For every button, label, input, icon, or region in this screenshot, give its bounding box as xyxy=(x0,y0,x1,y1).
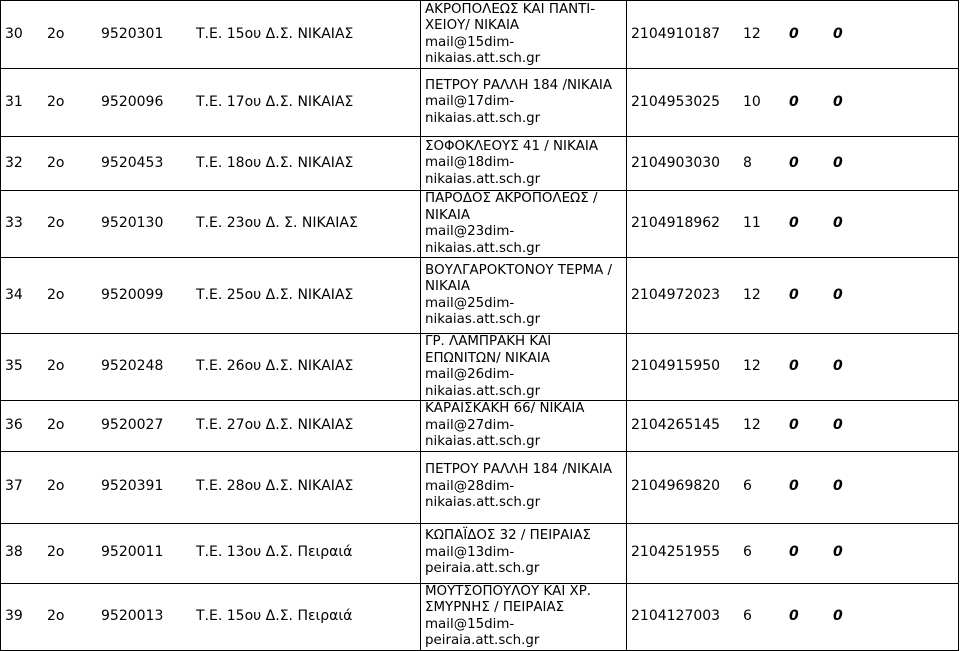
count-2: 0 xyxy=(789,93,799,110)
contact-cell xyxy=(627,258,959,334)
school-name: Τ.Ε. 13ου Δ.Σ. Πειραιά xyxy=(196,544,353,561)
count-3: 0 xyxy=(833,358,843,375)
school-code: 9520011 xyxy=(101,544,164,561)
contact-cell xyxy=(627,69,959,137)
address-line: nikaias.att.sch.gr xyxy=(425,495,541,511)
address-cell xyxy=(421,451,627,523)
address-line: peiraia.att.sch.gr xyxy=(425,633,540,648)
address-line: mail@26dim- xyxy=(425,367,515,382)
count-1: 8 xyxy=(743,154,752,171)
table-row xyxy=(1,401,959,452)
row-number: 33 xyxy=(5,215,23,232)
contact-cell xyxy=(627,401,959,452)
table-row xyxy=(1,137,959,191)
address-cell xyxy=(421,1,627,69)
school-code: 9520096 xyxy=(101,93,164,110)
school-name: Τ.Ε. 15ου Δ.Σ. ΝΙΚΑΙΑΣ xyxy=(196,25,354,42)
phone-number: 2104910187 xyxy=(631,25,721,42)
school-cell xyxy=(1,451,421,523)
count-3: 0 xyxy=(833,286,843,303)
phone-number: 2104972023 xyxy=(631,286,721,303)
education-level: 2ο xyxy=(47,25,65,42)
phone-number: 2104265145 xyxy=(631,417,721,433)
count-2: 0 xyxy=(789,215,799,232)
school-code: 9520301 xyxy=(101,25,164,42)
phone-number: 2104127003 xyxy=(631,607,721,624)
count-2: 0 xyxy=(789,154,799,171)
count-1: 10 xyxy=(743,93,761,110)
address-line: ΓΡ. ΛΑΜΠΡΑΚΗ ΚΑΙ xyxy=(425,334,552,349)
address-line: mail@23dim- xyxy=(425,224,515,239)
school-name: Τ.Ε. 15ου Δ.Σ. Πειραιά xyxy=(196,607,353,624)
count-3: 0 xyxy=(833,607,843,624)
address-line: nikaias.att.sch.gr xyxy=(425,383,541,399)
address-line: ΠΕΤΡΟΥ ΡΑΛΛΗ 184 /ΝΙΚΑΙΑ xyxy=(425,77,612,93)
table-row xyxy=(1,334,959,401)
school-cell xyxy=(1,258,421,334)
address-line: mail@13dim- xyxy=(425,544,515,560)
count-2: 0 xyxy=(789,544,799,561)
address-line: mail@15dim- xyxy=(425,616,515,632)
count-1: 11 xyxy=(743,215,761,232)
contact-cell xyxy=(627,191,959,258)
address-line: nikaias.att.sch.gr xyxy=(425,434,541,449)
count-2: 0 xyxy=(789,478,799,495)
phone-number: 2104953025 xyxy=(631,93,721,110)
phone-number: 2104918962 xyxy=(631,215,721,232)
address-line: ΚΑΡΑΪΣΚΑΚΗ 66/ ΝΙΚΑΙΑ xyxy=(425,401,585,416)
education-level: 2ο xyxy=(47,93,65,110)
school-name: Τ.Ε. 25ου Δ.Σ. ΝΙΚΑΙΑΣ xyxy=(196,286,354,303)
table-row xyxy=(1,258,959,334)
address-cell xyxy=(421,191,627,258)
count-2: 0 xyxy=(789,417,799,433)
phone-number: 2104251955 xyxy=(631,544,721,561)
address-line: ΝΙΚΑΙΑ xyxy=(425,279,471,294)
education-level: 2ο xyxy=(47,358,65,375)
address-line: ΝΙΚΑΙΑ xyxy=(425,207,471,223)
address-cell xyxy=(421,401,627,452)
school-code: 9520013 xyxy=(101,607,164,624)
address-line: ΒΟΥΛΓΑΡΟΚΤΟΝΟΥ ΤΕΡΜΑ / xyxy=(425,262,612,278)
school-name: Τ.Ε. 18ου Δ.Σ. ΝΙΚΑΙΑΣ xyxy=(196,154,354,171)
address-cell xyxy=(421,69,627,137)
school-name: Τ.Ε. 23ου Δ. Σ. ΝΙΚΑΙΑΣ xyxy=(196,215,358,232)
table-row xyxy=(1,191,959,258)
education-level: 2ο xyxy=(47,544,65,561)
school-name: Τ.Ε. 26ου Δ.Σ. ΝΙΚΑΙΑΣ xyxy=(196,358,354,375)
school-code: 9520027 xyxy=(101,417,164,433)
phone-number: 2104915950 xyxy=(631,358,721,375)
school-cell xyxy=(1,69,421,137)
school-cell xyxy=(1,401,421,452)
count-3: 0 xyxy=(833,215,843,232)
phone-number: 2104969820 xyxy=(631,478,721,495)
contact-cell xyxy=(627,137,959,191)
count-1: 6 xyxy=(743,544,752,561)
count-2: 0 xyxy=(789,607,799,624)
count-2: 0 xyxy=(789,358,799,375)
address-cell xyxy=(421,334,627,401)
address-line: nikaias.att.sch.gr xyxy=(425,240,541,256)
count-3: 0 xyxy=(833,544,843,561)
school-name: Τ.Ε. 27ου Δ.Σ. ΝΙΚΑΙΑΣ xyxy=(196,417,354,433)
address-line: nikaias.att.sch.gr xyxy=(425,312,541,327)
school-code: 9520248 xyxy=(101,358,164,375)
school-name: Τ.Ε. 28ου Δ.Σ. ΝΙΚΑΙΑΣ xyxy=(196,478,354,495)
address-line: nikaias.att.sch.gr xyxy=(425,110,541,126)
contact-cell xyxy=(627,451,959,523)
address-line: ΠΕΤΡΟΥ ΡΑΛΛΗ 184 /ΝΙΚΑΙΑ xyxy=(425,462,612,478)
count-1: 12 xyxy=(743,286,761,303)
address-line: ΧΕΙΟΥ/ ΝΙΚΑΙΑ xyxy=(425,18,520,33)
education-level: 2ο xyxy=(47,286,65,303)
contact-cell xyxy=(627,523,959,583)
count-3: 0 xyxy=(833,25,843,42)
school-cell xyxy=(1,523,421,583)
table-body xyxy=(1,1,959,651)
count-3: 0 xyxy=(833,478,843,495)
address-cell xyxy=(421,523,627,583)
row-number: 36 xyxy=(5,417,23,433)
table-row xyxy=(1,1,959,69)
row-number: 37 xyxy=(5,478,23,495)
count-3: 0 xyxy=(833,154,843,171)
address-line: mail@25dim- xyxy=(425,295,515,311)
school-code: 9520391 xyxy=(101,478,164,495)
address-line: ΚΩΠΑΪΔΟΣ 32 / ΠΕΙΡΑΙΑΣ xyxy=(425,528,591,544)
row-number: 39 xyxy=(5,607,23,624)
count-2: 0 xyxy=(789,286,799,303)
school-code: 9520453 xyxy=(101,154,164,171)
address-line: ΑΚΡΟΠΟΛΕΩΣ ΚΑΙ ΠΑΝΤΙ- xyxy=(425,1,596,17)
address-line: ΠΑΡΟΔΟΣ ΑΚΡΟΠΟΛΕΩΣ / xyxy=(425,191,598,206)
address-cell xyxy=(421,258,627,334)
count-3: 0 xyxy=(833,417,843,433)
count-1: 6 xyxy=(743,478,752,495)
address-line: mail@15dim- xyxy=(425,34,515,50)
address-line: mail@27dim- xyxy=(425,417,515,433)
count-1: 12 xyxy=(743,358,761,375)
address-line: ΕΠΩΝΙΤΩΝ/ ΝΙΚΑΙΑ xyxy=(425,350,550,366)
school-name: Τ.Ε. 17ου Δ.Σ. ΝΙΚΑΙΑΣ xyxy=(196,93,354,110)
row-number: 32 xyxy=(5,154,23,171)
address-line: mail@18dim- xyxy=(425,155,515,171)
address-line: mail@28dim- xyxy=(425,478,515,494)
school-cell xyxy=(1,1,421,69)
address-line: mail@17dim- xyxy=(425,94,515,110)
school-cell xyxy=(1,191,421,258)
education-level: 2ο xyxy=(47,607,65,624)
address-line: ΣΜΥΡΝΗΣ / ΠΕΙΡΑΙΑΣ xyxy=(425,600,565,615)
school-code: 9520099 xyxy=(101,286,164,303)
row-number: 30 xyxy=(5,25,23,42)
address-line: peiraia.att.sch.gr xyxy=(425,561,540,577)
table-row xyxy=(1,451,959,523)
count-1: 6 xyxy=(743,607,752,624)
address-line: ΣΟΦΟΚΛΕΟΥΣ 41 / ΝΙΚΑΙΑ xyxy=(425,138,598,154)
contact-cell xyxy=(627,334,959,401)
row-number: 38 xyxy=(5,544,23,561)
table-row xyxy=(1,523,959,583)
row-number: 34 xyxy=(5,286,23,303)
school-code: 9520130 xyxy=(101,215,164,232)
address-cell xyxy=(421,137,627,191)
count-1: 12 xyxy=(743,417,761,433)
contact-cell xyxy=(627,1,959,69)
address-line: nikaias.att.sch.gr xyxy=(425,171,541,187)
education-level: 2ο xyxy=(47,154,65,171)
row-number: 35 xyxy=(5,358,23,375)
address-line: nikaias.att.sch.gr xyxy=(425,51,541,66)
count-2: 0 xyxy=(789,25,799,42)
school-cell xyxy=(1,137,421,191)
phone-number: 2104903030 xyxy=(631,154,721,171)
count-3: 0 xyxy=(833,93,843,110)
count-1: 12 xyxy=(743,25,761,42)
address-line: ΜΟΥΤΣΟΠΟΥΛΟΥ ΚΑΙ ΧΡ. xyxy=(425,583,592,599)
education-level: 2ο xyxy=(47,478,65,495)
education-level: 2ο xyxy=(47,215,65,232)
education-level: 2ο xyxy=(47,417,65,433)
table-row xyxy=(1,69,959,137)
school-cell xyxy=(1,334,421,401)
row-number: 31 xyxy=(5,93,23,110)
